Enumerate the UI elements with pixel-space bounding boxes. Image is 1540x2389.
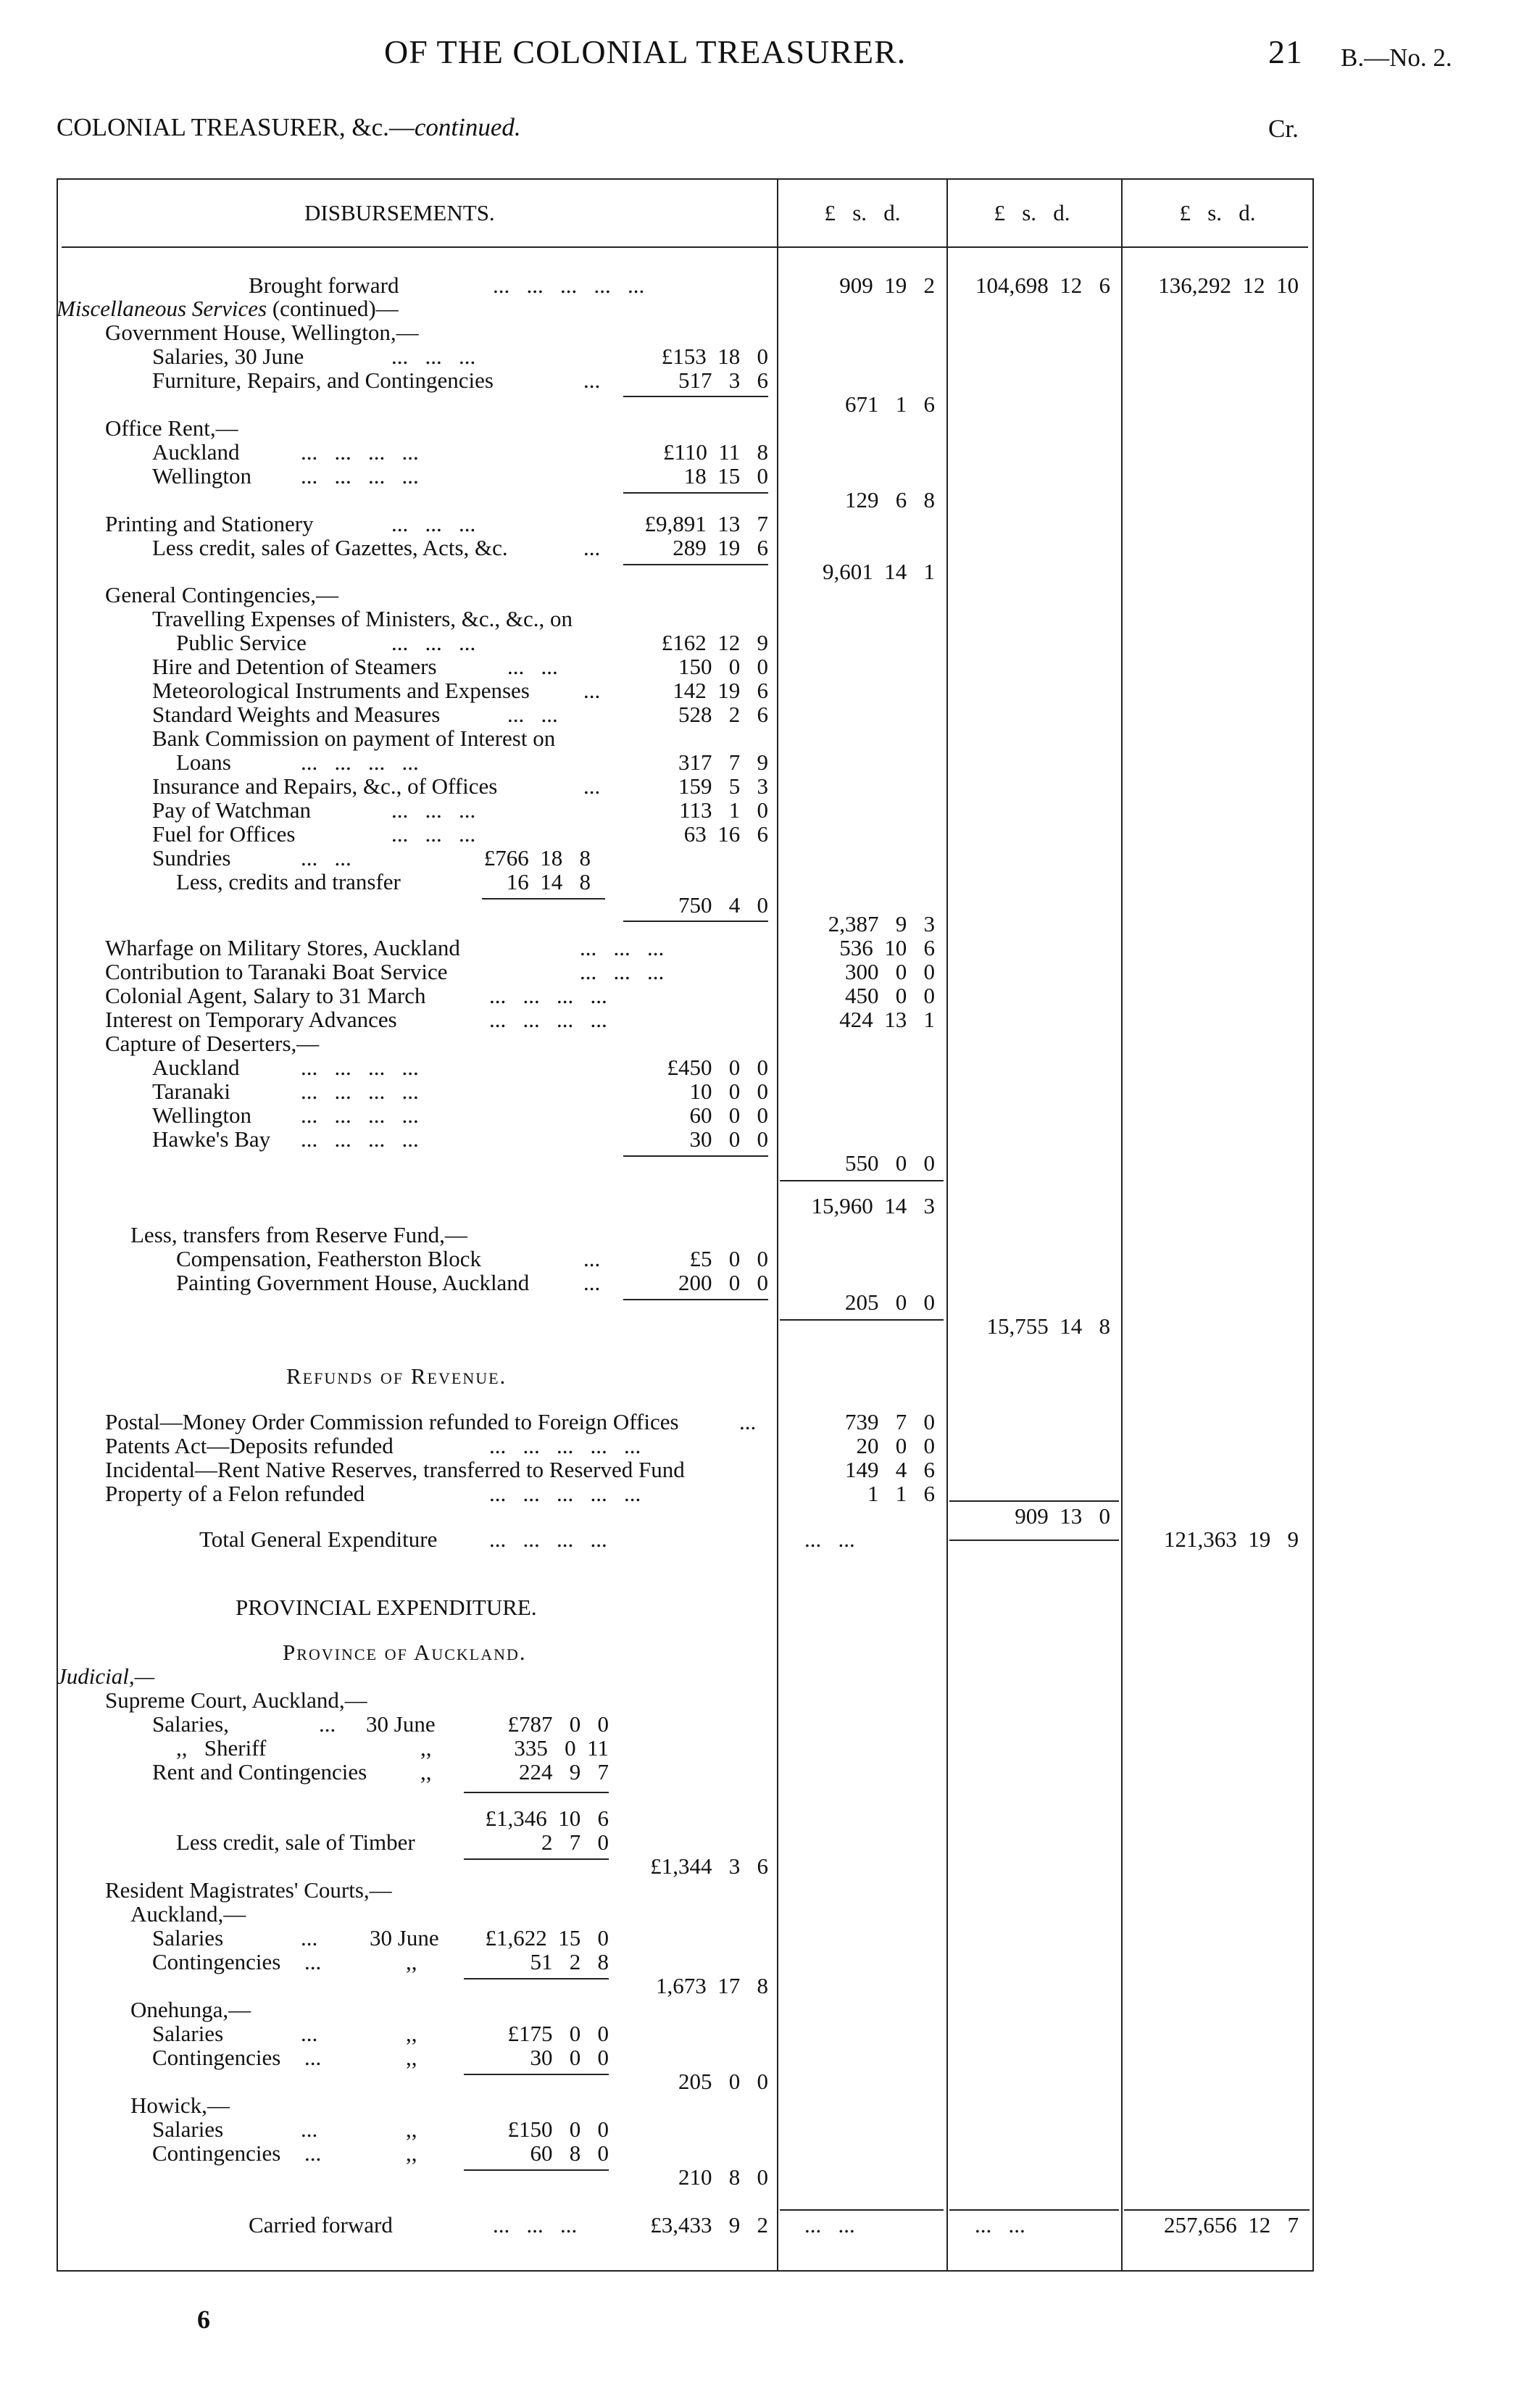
watchman-label: Pay of Watchman: [152, 797, 312, 823]
leader-dots: ... ... ... ... ...: [489, 1481, 641, 1506]
col-divider-2: [946, 178, 948, 2272]
sc-rent-date: ,,: [420, 1759, 432, 1785]
rm-auckland-total: 1,673 17 8: [656, 1973, 768, 1998]
sc-sheriff-date: ,,: [420, 1735, 432, 1761]
misc-services-label: Miscellaneous Services: [57, 296, 267, 321]
brought-forward-label: Brought forward: [249, 273, 399, 298]
carried-forward-value: £3,433 9 2: [650, 2212, 768, 2238]
leader-dots: ... ...: [507, 654, 558, 679]
page-title: OF THE COLONIAL TREASURER.: [384, 33, 907, 70]
colonial-agent-value: 450 0 0: [845, 983, 935, 1008]
leader-dots: ... ...: [804, 2212, 855, 2238]
sum-rule: [623, 1299, 768, 1300]
leader-dots: ... ... ... ... ...: [489, 1433, 641, 1458]
wharfage-label: Wharfage on Military Stores, Auckland: [105, 935, 460, 960]
onehunga-contingencies-value: 30 0 0: [530, 2045, 609, 2070]
public-service-label: Public Service: [176, 630, 307, 655]
currency-header-1: £ s. d.: [824, 200, 901, 225]
travelling-label: Travelling Expenses of Ministers, &c., &c., on: [152, 606, 573, 631]
patents-label: Patents Act—Deposits refunded: [105, 1433, 394, 1458]
total-general-value: 121,363 19 9: [1164, 1526, 1299, 1552]
leader-dots: ... ... ... ...: [301, 1079, 419, 1104]
rma-contingencies-label: Contingencies: [152, 1949, 281, 1974]
carried-forward-label: Carried forward: [249, 2212, 393, 2238]
leader-dots: ... ... ... ...: [301, 1055, 419, 1080]
compensation-label: Compensation, Featherston Block: [176, 1246, 482, 1271]
leader-dots: ...: [739, 1409, 757, 1434]
onehunga-salaries-value: £175 0 0: [507, 2021, 609, 2046]
deserters-hawkes-bay-value: 30 0 0: [689, 1126, 768, 1152]
interest-advances-label: Interest on Temporary Advances: [105, 1007, 397, 1032]
sc-rent-value: 224 9 7: [519, 1759, 609, 1785]
sum-rule: [1124, 2209, 1310, 2211]
sum-rule: [623, 921, 768, 922]
less-credits-transfer-value: 16 14 8: [506, 869, 591, 894]
rma-salaries-value: £1,622 15 0: [485, 1925, 609, 1950]
office-rent-wellington-value: 18 15 0: [683, 463, 768, 489]
col-divider-3: [1121, 178, 1123, 2272]
leader-dots: ...: [583, 367, 601, 393]
onehunga-contingencies-date: ,,: [406, 2045, 417, 2070]
rma-salaries-label: Salaries: [152, 1925, 224, 1950]
leader-dots: ... ... ... ...: [301, 749, 419, 775]
postal-value: 739 7 0: [845, 1409, 935, 1434]
felon-label: Property of a Felon refunded: [105, 1481, 365, 1506]
sc-subtotal-value: £1,346 10 6: [485, 1806, 609, 1831]
misc-services-net: 15,755 14 8: [986, 1313, 1110, 1339]
howick-contingencies-label: Contingencies: [152, 2140, 281, 2166]
rm-courts-heading: Resident Magistrates' Courts,—: [105, 1877, 392, 1903]
fuel-label: Fuel for Offices: [152, 821, 296, 847]
deserters-wellington-value: 60 0 0: [689, 1102, 768, 1128]
less-credit-gazettes-value: 289 19 6: [673, 535, 768, 560]
onehunga-contingencies-label: Contingencies: [152, 2045, 281, 2070]
onehunga-total: 205 0 0: [678, 2069, 768, 2094]
sum-rule: [464, 1792, 609, 1793]
sum-rule: [482, 898, 605, 899]
steamers-label: Hire and Detention of Steamers: [152, 654, 437, 679]
howick-salaries-date: ,,: [406, 2116, 417, 2142]
leader-dots: ... ... ...: [391, 344, 476, 369]
deserters-taranaki: Taranaki: [152, 1079, 230, 1104]
general-contingencies-heading: General Contingencies,—: [105, 582, 338, 607]
leader-dots: ... ...: [507, 702, 558, 727]
provincial-heading: PROVINCIAL EXPENDITURE.: [236, 1595, 537, 1620]
leader-dots: ... ... ...: [391, 630, 476, 655]
leader-dots: ...: [583, 678, 601, 703]
transfers-total: 205 0 0: [845, 1289, 935, 1315]
deserters-wellington: Wellington: [152, 1102, 251, 1128]
sum-rule: [780, 1180, 944, 1181]
leader-dots: ... ... ...: [580, 935, 665, 960]
brought-forward-col2: 104,698 12 6: [975, 273, 1110, 298]
leader-dots: ...: [301, 1925, 318, 1950]
leader-dots: ... ... ... ...: [489, 983, 607, 1008]
less-credit-gazettes: Less credit, sales of Gazettes, Acts, &c.: [152, 535, 508, 560]
sc-salaries-date: 30 June: [366, 1711, 436, 1737]
refunds-total: 909 13 0: [1015, 1503, 1110, 1529]
printing-label: Printing and Stationery: [105, 511, 314, 536]
leader-dots: ...: [301, 2116, 318, 2142]
howick-contingencies-value: 60 8 0: [530, 2140, 609, 2166]
leader-dots: ...: [583, 1246, 601, 1271]
general-contingencies-total: 2,387 9 3: [828, 911, 935, 936]
standard-weights-label: Standard Weights and Measures: [152, 702, 441, 727]
brought-forward-col1: 909 19 2: [839, 273, 935, 298]
less-credit-timber-label: Less credit, sale of Timber: [176, 1829, 415, 1855]
painting-label: Painting Government House, Auckland: [176, 1270, 530, 1295]
sc-salaries-label: Salaries,: [152, 1711, 229, 1737]
sc-rent-label: Rent and Contingencies: [152, 1759, 367, 1785]
howick-salaries-label: Salaries: [152, 2116, 224, 2142]
salaries-value: £153 18 0: [661, 344, 768, 369]
deserters-total: 550 0 0: [845, 1150, 935, 1176]
table-left-border: [57, 178, 58, 2272]
sum-rule: [623, 492, 768, 494]
loans-label: Loans: [176, 749, 231, 775]
furniture-label: Furniture, Repairs, and Contingencies: [152, 367, 494, 393]
table-bottom-border: [57, 2270, 1314, 2272]
sum-rule: [949, 1500, 1119, 1502]
sundries-label: Sundries: [152, 845, 231, 871]
patents-value: 20 0 0: [856, 1433, 935, 1458]
leader-dots: ... ... ... ...: [301, 1126, 419, 1152]
rma-salaries-date: 30 June: [370, 1925, 439, 1950]
less-credit-timber-value: 2 7 0: [541, 1829, 609, 1855]
steamers-value: 150 0 0: [678, 654, 768, 679]
sum-rule: [464, 2074, 609, 2075]
sum-rule: [780, 2209, 944, 2211]
sundries-net-value: 750 4 0: [678, 892, 768, 918]
deserters-heading: Capture of Deserters,—: [105, 1031, 320, 1056]
sum-rule: [464, 2169, 609, 2171]
onehunga-salaries-label: Salaries: [152, 2021, 224, 2046]
misc-services-heading: [57, 296, 399, 322]
misc-services-total: 15,960 14 3: [811, 1193, 935, 1218]
credit-side-label: Cr.: [1268, 115, 1299, 143]
howick-contingencies-date: ,,: [406, 2140, 417, 2166]
leader-dots: ... ... ... ... ...: [493, 273, 645, 298]
sundries-value: £766 18 8: [483, 845, 591, 871]
disbursements-header: DISBURSEMENTS.: [304, 200, 495, 225]
furniture-value: 517 3 6: [678, 367, 768, 393]
compensation-value: £5 0 0: [689, 1246, 768, 1271]
misc-continued-label: (continued)—: [267, 296, 399, 321]
less-transfers-reserve-label: Less, transfers from Reserve Fund,—: [130, 1222, 467, 1247]
sum-rule: [464, 1858, 609, 1860]
howick-salaries-value: £150 0 0: [507, 2116, 609, 2142]
office-rent-heading: Office Rent,—: [105, 415, 238, 441]
sum-rule: [949, 2209, 1119, 2211]
table-right-border: [1312, 178, 1314, 2272]
bank-commission-label: Bank Commission on payment of Interest on: [152, 726, 556, 751]
table-top-border: [57, 178, 1314, 180]
carried-forward-col3: 257,656 12 7: [1164, 2212, 1299, 2238]
leader-dots: ... ... ...: [391, 797, 476, 823]
meteorological-value: 142 19 6: [673, 678, 768, 703]
fuel-value: 63 16 6: [683, 821, 768, 847]
rma-contingencies-value: 51 2 8: [530, 1949, 609, 1974]
supreme-court-total: £1,344 3 6: [650, 1853, 768, 1879]
deserters-auckland: Auckland: [152, 1055, 240, 1080]
deserters-taranaki-value: 10 0 0: [689, 1079, 768, 1104]
supreme-court-heading: Supreme Court, Auckland,—: [105, 1687, 367, 1713]
incidental-value: 149 4 6: [845, 1457, 935, 1482]
onehunga-heading: Onehunga,—: [130, 1997, 251, 2022]
leader-dots: ... ... ... ...: [489, 1526, 607, 1552]
gov-house-heading: Government House, Wellington,—: [105, 320, 419, 345]
watchman-value: 113 1 0: [679, 797, 768, 823]
insurance-value: 159 5 3: [678, 773, 768, 799]
incidental-label: Incidental—Rent Native Reserves, transferred to Reserved Fund: [105, 1457, 685, 1482]
leader-dots: ...: [583, 773, 601, 799]
leader-dots: ... ... ... ...: [301, 439, 419, 465]
leader-dots: ... ... ...: [580, 959, 665, 984]
brought-forward-col3: 136,292 12 10: [1158, 273, 1299, 298]
office-rent-auckland: Auckland: [152, 439, 240, 465]
insurance-label: Insurance and Repairs, &c., of Offices: [152, 773, 498, 799]
howick-heading: Howick,—: [130, 2093, 230, 2118]
subtitle-continued: continued.: [414, 113, 521, 141]
leader-dots: ...: [319, 1711, 336, 1737]
less-credits-transfer-label: Less, credits and transfer: [176, 869, 401, 894]
subtitle-main: COLONIAL TREASURER, &c.—: [57, 113, 415, 141]
rm-auckland-heading: Auckland,—: [130, 1901, 246, 1927]
sc-sheriff-value: 335 0 11: [514, 1735, 609, 1761]
leader-dots: ...: [304, 2045, 322, 2070]
leader-dots: ... ... ...: [493, 2212, 578, 2238]
sum-rule: [623, 396, 768, 397]
sum-rule: [623, 1155, 768, 1157]
sc-salaries-value: £787 0 0: [507, 1711, 609, 1737]
leader-dots: ... ... ... ...: [301, 463, 419, 489]
signature-mark: 6: [197, 2305, 210, 2334]
salaries-label: Salaries, 30 June: [152, 344, 304, 369]
taranaki-boat-label: Contribution to Taranaki Boat Service: [105, 959, 448, 984]
meteorological-label: Meteorological Instruments and Expenses: [152, 678, 530, 703]
deserters-auckland-value: £450 0 0: [667, 1055, 768, 1080]
total-general-label: Total General Expenditure: [199, 1526, 438, 1552]
leader-dots: ... ... ...: [391, 821, 476, 847]
province-auckland-heading: Province of Auckland.: [283, 1640, 527, 1665]
leader-dots: ...: [304, 2140, 322, 2166]
leader-dots: ...: [583, 535, 601, 560]
currency-header-3: £ s. d.: [1179, 200, 1256, 225]
office-rent-total: 129 6 8: [845, 487, 935, 512]
leader-dots: ...: [304, 1949, 322, 1974]
standard-weights-value: 528 2 6: [678, 702, 768, 727]
public-service-value: £162 12 9: [661, 630, 768, 655]
leader-dots: ... ...: [301, 845, 351, 871]
deserters-hawkes-bay: Hawke's Bay: [152, 1126, 271, 1152]
gov-house-total: 671 1 6: [845, 391, 935, 417]
office-rent-auckland-value: £110 11 8: [663, 439, 768, 465]
leader-dots: ...: [583, 1270, 601, 1295]
onehunga-salaries-date: ,,: [406, 2021, 417, 2046]
currency-header-2: £ s. d.: [994, 200, 1070, 225]
howick-total: 210 8 0: [678, 2164, 768, 2190]
leader-dots: ... ... ... ...: [301, 1102, 419, 1128]
colonial-agent-label: Colonial Agent, Salary to 31 March: [105, 983, 426, 1008]
interest-advances-value: 424 13 1: [839, 1007, 935, 1032]
office-rent-wellington: Wellington: [152, 463, 251, 489]
felon-value: 1 1 6: [867, 1481, 935, 1506]
section-subtitle: [57, 115, 521, 141]
sum-rule: [949, 1540, 1119, 1541]
leader-dots: ... ...: [804, 1526, 855, 1552]
col-divider-1: [777, 178, 778, 2272]
judicial-heading: Judicial,—: [57, 1663, 155, 1689]
leader-dots: ... ... ... ...: [489, 1007, 607, 1032]
leader-dots: ...: [301, 2021, 318, 2046]
rma-contingencies-date: ,,: [406, 1949, 417, 1974]
sum-rule: [623, 564, 768, 565]
leader-dots: ... ... ...: [391, 511, 476, 536]
document-reference: B.—No. 2.: [1341, 43, 1452, 72]
sum-rule: [780, 1319, 944, 1321]
printing-value: £9,891 13 7: [644, 511, 768, 536]
refunds-heading: Refunds of Revenue.: [286, 1363, 507, 1389]
sum-rule: [464, 1978, 609, 1979]
taranaki-boat-value: 300 0 0: [845, 959, 935, 984]
painting-value: 200 0 0: [678, 1270, 768, 1295]
loans-value: 317 7 9: [678, 749, 768, 775]
leader-dots: ... ...: [975, 2212, 1025, 2238]
printing-total: 9,601 14 1: [823, 559, 935, 584]
sc-sheriff-label: ,, Sheriff: [176, 1735, 267, 1761]
header-rule: [62, 246, 1308, 248]
postal-label: Postal—Money Order Commission refunded to Foreign Offices: [105, 1409, 679, 1434]
wharfage-value: 536 10 6: [839, 935, 935, 960]
page-number: 21: [1268, 33, 1303, 70]
